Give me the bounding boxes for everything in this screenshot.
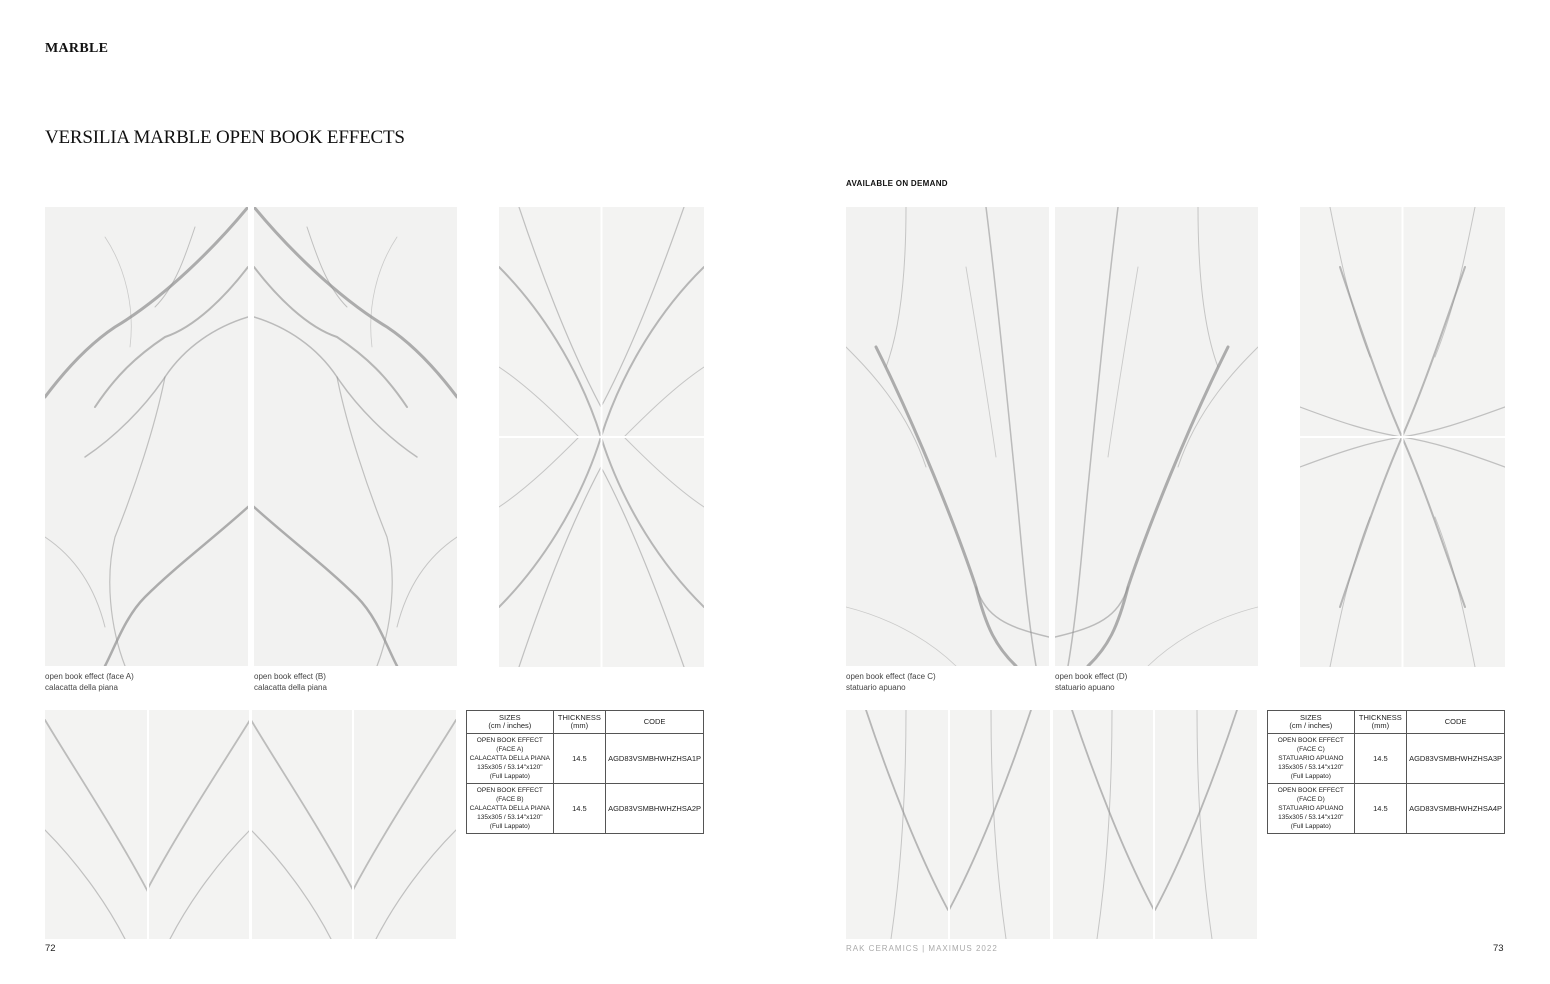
bookmatch-quad-right-image bbox=[1300, 207, 1505, 667]
caption-face-a-line2: calacatta della piana bbox=[45, 682, 118, 692]
footer-brand: RAK CERAMICS | MAXIMUS 2022 bbox=[846, 944, 998, 953]
header-code: CODE bbox=[1407, 711, 1505, 734]
code-cell: AGD83VSMBHWHZHSA4P bbox=[1407, 784, 1505, 834]
table-row bbox=[1268, 784, 1505, 834]
code-cell: AGD83VSMBHWHZHSA2P bbox=[606, 784, 704, 834]
spec-table-right bbox=[1267, 710, 1505, 834]
code-cell: AGD83VSMBHWHZHSA1P bbox=[606, 734, 704, 784]
caption-face-a-line1: open book effect (face A) bbox=[45, 672, 134, 681]
header-sizes: SIZES (cm / inches) bbox=[1268, 711, 1355, 734]
bookmatch-quad-image bbox=[499, 207, 704, 667]
thickness-cell: 14.5 bbox=[553, 734, 605, 784]
caption-face-a bbox=[45, 672, 134, 693]
slab-face-a-image bbox=[45, 207, 248, 666]
spec-table-left bbox=[466, 710, 704, 834]
table-row bbox=[467, 784, 704, 834]
header-thickness: THICKNESS (mm) bbox=[1354, 711, 1406, 734]
slab-face-c-image bbox=[846, 207, 1049, 666]
bookmatch-strip-left-image bbox=[45, 710, 456, 939]
size-cell: OPEN BOOK EFFECT (FACE B) CALACATTA DELLA PIANA 135x305 / 53.14"x120" (Full Lappato) bbox=[467, 784, 554, 834]
caption-face-d bbox=[1055, 672, 1127, 693]
header-thickness: THICKNESS (mm) bbox=[553, 711, 605, 734]
caption-face-b bbox=[254, 672, 327, 693]
size-cell: OPEN BOOK EFFECT (FACE A) CALACATTA DELLA PIANA 135x305 / 53.14"x120" (Full Lappato) bbox=[467, 734, 554, 784]
code-cell: AGD83VSMBHWHZHSA3P bbox=[1407, 734, 1505, 784]
section-label: MARBLE bbox=[45, 41, 109, 56]
thickness-cell: 14.5 bbox=[1354, 734, 1406, 784]
caption-face-d-line1: open book effect (D) bbox=[1055, 672, 1128, 681]
caption-face-c-line1: open book effect (face C) bbox=[846, 672, 936, 681]
slab-face-d-image bbox=[1055, 207, 1258, 666]
table-row bbox=[467, 734, 704, 784]
table-row bbox=[1268, 734, 1505, 784]
page-title: VERSILIA MARBLE OPEN BOOK EFFECTS bbox=[45, 127, 405, 148]
size-cell: OPEN BOOK EFFECT (FACE D) STATUARIO APUANO 135x305 / 53.14"x120" (Full Lappato) bbox=[1268, 784, 1355, 834]
size-cell: OPEN BOOK EFFECT (FACE C) STATUARIO APUANO 135x305 / 53.14"x120" (Full Lappato) bbox=[1268, 734, 1355, 784]
page-number-left: 72 bbox=[45, 943, 56, 954]
thickness-cell: 14.5 bbox=[553, 784, 605, 834]
header-code: CODE bbox=[606, 711, 704, 734]
availability-note: AVAILABLE ON DEMAND bbox=[846, 179, 948, 188]
header-sizes: SIZES (cm / inches) bbox=[467, 711, 554, 734]
caption-face-c-line2: statuario apuano bbox=[846, 682, 906, 692]
caption-face-b-line1: open book effect (B) bbox=[254, 672, 326, 681]
page-number-right: 73 bbox=[1493, 943, 1504, 954]
caption-face-d-line2: statuario apuano bbox=[1055, 682, 1115, 692]
slab-face-b-image bbox=[254, 207, 457, 666]
thickness-cell: 14.5 bbox=[1354, 784, 1406, 834]
caption-face-c bbox=[846, 672, 936, 693]
bookmatch-strip-right-image bbox=[846, 710, 1257, 939]
caption-face-b-line2: calacatta della piana bbox=[254, 682, 327, 692]
